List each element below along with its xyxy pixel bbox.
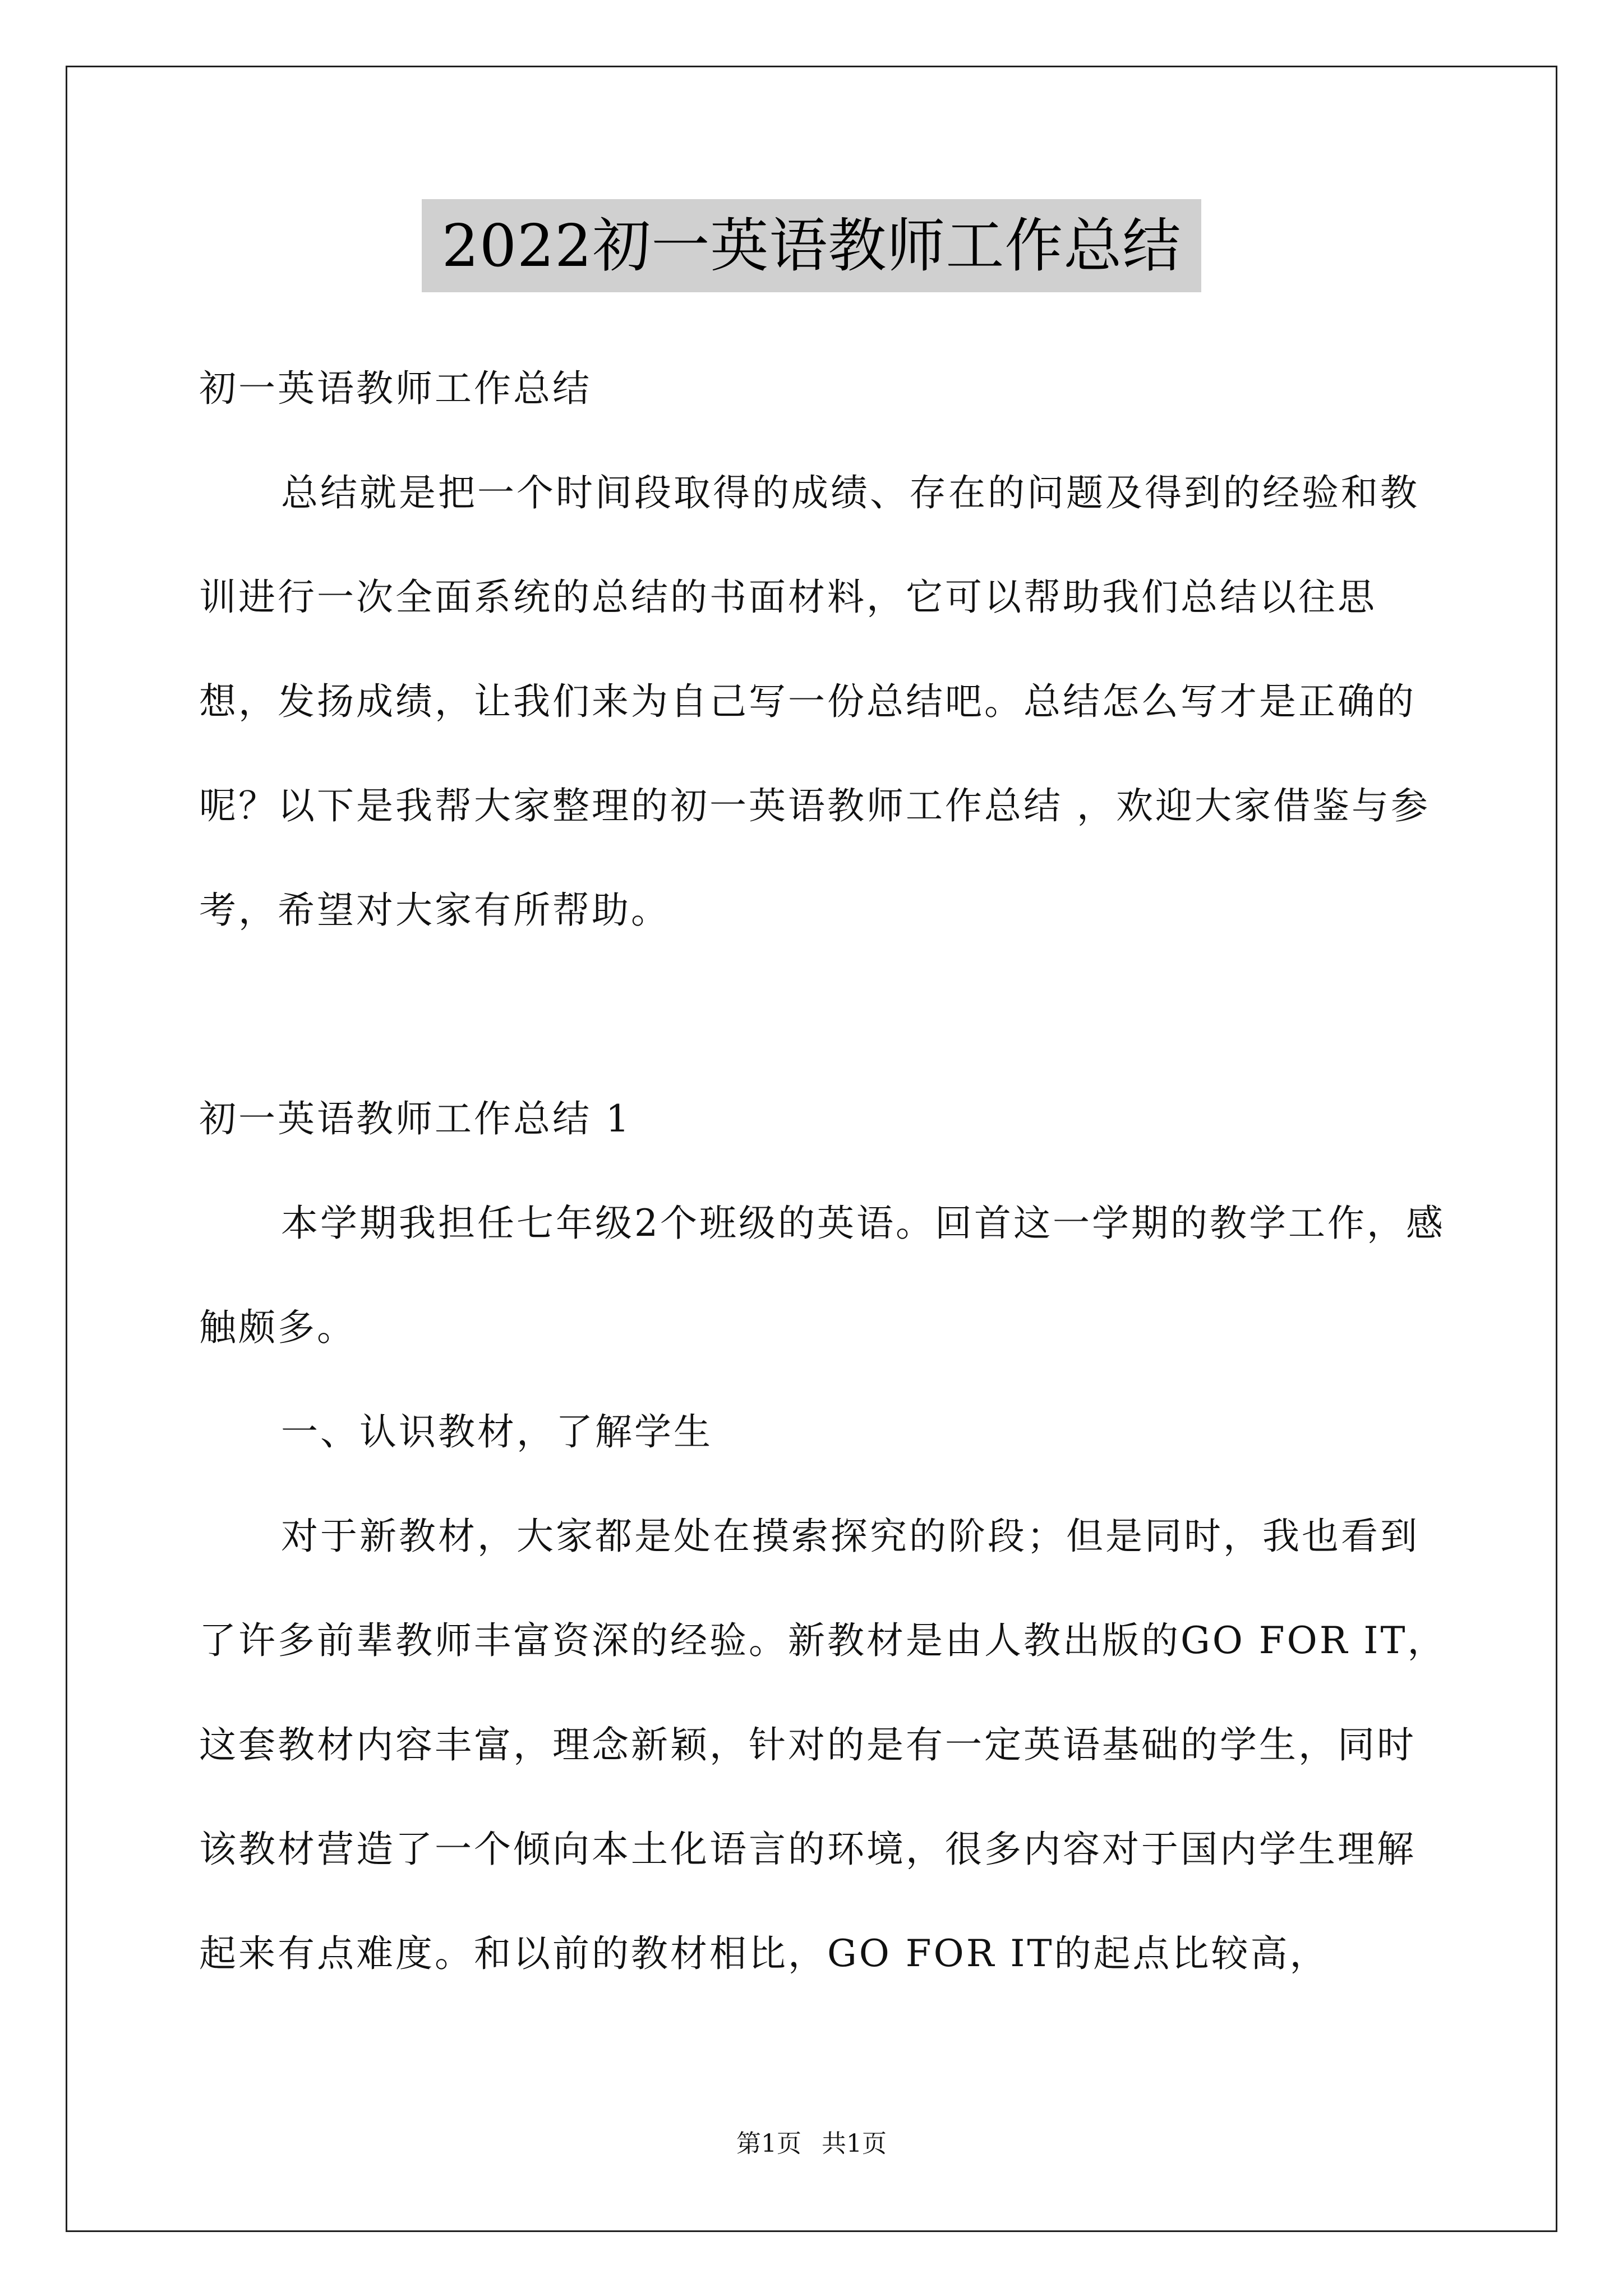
page-total: 共1页 [822,2129,887,2158]
subsection-heading: 一、认识教材，了解学生 [281,1410,713,1453]
body-paragraph: 对于新教材，大家都是处在摸索探究的阶段；但是同时，我也看到了许多前辈教师丰富资深的经验。新教材是由人教出版的GO FOR IT，这套教材内容丰富，理念新颖，针对的是有一定英语基础的学生，同时该教材营造了一个倾向本土化语言的环境，很多内容对于国内学生理解起来有点难度。和以前的教材相比，GO FOR IT的起点比较高， [199,1515,1447,1975]
section-heading: 初一英语教师工作总结 1 [199,1097,631,1140]
page-number: 第1页 [736,2129,801,2158]
intro-paragraph: 总结就是把一个时间段取得的成绩、存在的问题及得到的经验和教训进行一次全面系统的总结的书面材料，它可以帮助我们总结以往思想，发扬成绩，让我们来为自己写一份总结吧。总结怎么写才是正确的呢？以下是我帮大家整理的初一英语教师工作总结 ，欢迎大家借鉴与参考，希望对大家有所帮助。 [199,471,1430,932]
paragraph-gap [199,963,1450,1067]
document-subtitle: 初一英语教师工作总结 [199,367,592,410]
page-footer [0,2127,1623,2161]
body-paragraph: 本学期我担任七年级2个班级的英语。回首这一学期的教学工作，感触颇多。 [199,1202,1445,1349]
document-title: 2022初一英语教师工作总结 [422,199,1202,292]
document-body [199,337,1450,2006]
title-container [0,199,1623,292]
